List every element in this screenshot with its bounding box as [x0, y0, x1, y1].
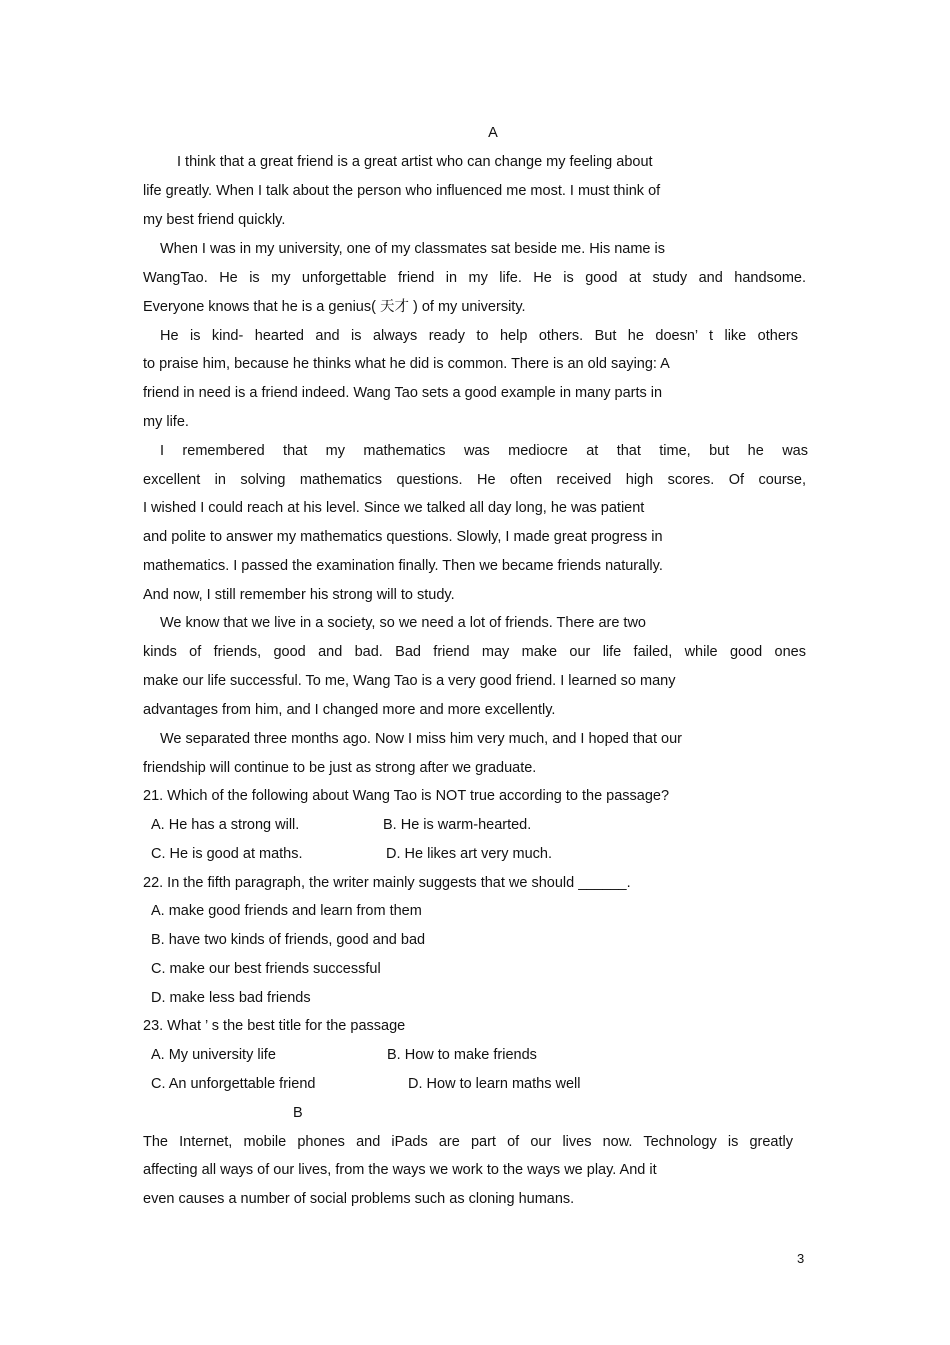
passage-line: We separated three months ago. Now I miss him very much, and I hoped that our: [160, 731, 682, 747]
passage-line: life greatly. When I talk about the person who influenced me most. I must think of: [143, 183, 661, 199]
passage-line: And now, I still remember his strong will to study.: [143, 587, 455, 603]
section-a-heading: A: [488, 125, 498, 141]
question-option: B. How to make friends: [387, 1047, 537, 1063]
page-number: 3: [797, 1251, 805, 1266]
question-option: C. make our best friends successful: [151, 961, 381, 977]
passage-line: mathematics. I passed the examination finally. Then we became friends naturally.: [143, 558, 663, 574]
passage-line: He is kind- hearted and is always ready to help others. But he doesn’ t like others: [160, 328, 798, 344]
passage-line: The Internet, mobile phones and iPads are part of our lives now. Technology is greatly: [143, 1134, 793, 1150]
passage-line: even causes a number of social problems such as cloning humans.: [143, 1191, 575, 1207]
section-b-heading: B: [293, 1105, 303, 1121]
passage-line: friend in need is a friend indeed. Wang Tao sets a good example in many parts in: [143, 385, 663, 401]
question-option: D. How to learn maths well: [408, 1076, 581, 1092]
passage-line: friendship will continue to be just as strong after we graduate.: [143, 760, 537, 776]
question-stem: 22. In the fifth paragraph, the writer mainly suggests that we should ______.: [143, 875, 631, 891]
question-stem: 21. Which of the following about Wang Tao is NOT true according to the passage?: [143, 788, 670, 804]
question-option: C. He is good at maths.: [151, 846, 303, 862]
passage-line: advantages from him, and I changed more and more excellently.: [143, 702, 556, 718]
passage-line: We know that we live in a society, so we need a lot of friends. There are two: [160, 615, 646, 631]
passage-line: affecting all ways of our lives, from the ways we work to the ways we play. And it: [143, 1162, 657, 1178]
question-option: A. make good friends and learn from them: [151, 903, 422, 919]
passage-line: I remembered that my mathematics was mediocre at that time, but he was: [160, 443, 808, 459]
passage-line: to praise him, because he thinks what he did is common. There is an old saying: A: [143, 356, 670, 372]
passage-line: kinds of friends, good and bad. Bad friend may make our life failed, while good ones: [143, 644, 806, 660]
passage-line: excellent in solving mathematics questions. He often received high scores. Of course,: [143, 472, 806, 488]
passage-line: make our life successful. To me, Wang Tao is a very good friend. I learned so many: [143, 673, 676, 689]
question-option: D. make less bad friends: [151, 990, 311, 1006]
passage-line: Everyone knows that he is a genius( 天才 ) of my university.: [143, 299, 526, 315]
question-option: D. He likes art very much.: [386, 846, 552, 862]
passage-line: When I was in my university, one of my classmates sat beside me. His name is: [160, 241, 665, 257]
passage-line: WangTao. He is my unforgettable friend in my life. He is good at study and handsome.: [143, 270, 806, 286]
question-stem: 23. What ’ s the best title for the passage: [143, 1018, 406, 1034]
passage-line: and polite to answer my mathematics questions. Slowly, I made great progress in: [143, 529, 663, 545]
question-option: A. He has a strong will.: [151, 817, 300, 833]
passage-line: I think that a great friend is a great artist who can change my feeling about: [177, 154, 653, 170]
question-option: B. He is warm-hearted.: [383, 817, 532, 833]
passage-line: I wished I could reach at his level. Since we talked all day long, he was patient: [143, 500, 645, 516]
question-option: B. have two kinds of friends, good and bad: [151, 932, 426, 948]
question-option: C. An unforgettable friend: [151, 1076, 316, 1092]
passage-line: my best friend quickly.: [143, 212, 286, 228]
passage-line: my life.: [143, 414, 189, 430]
question-option: A. My university life: [151, 1047, 276, 1063]
